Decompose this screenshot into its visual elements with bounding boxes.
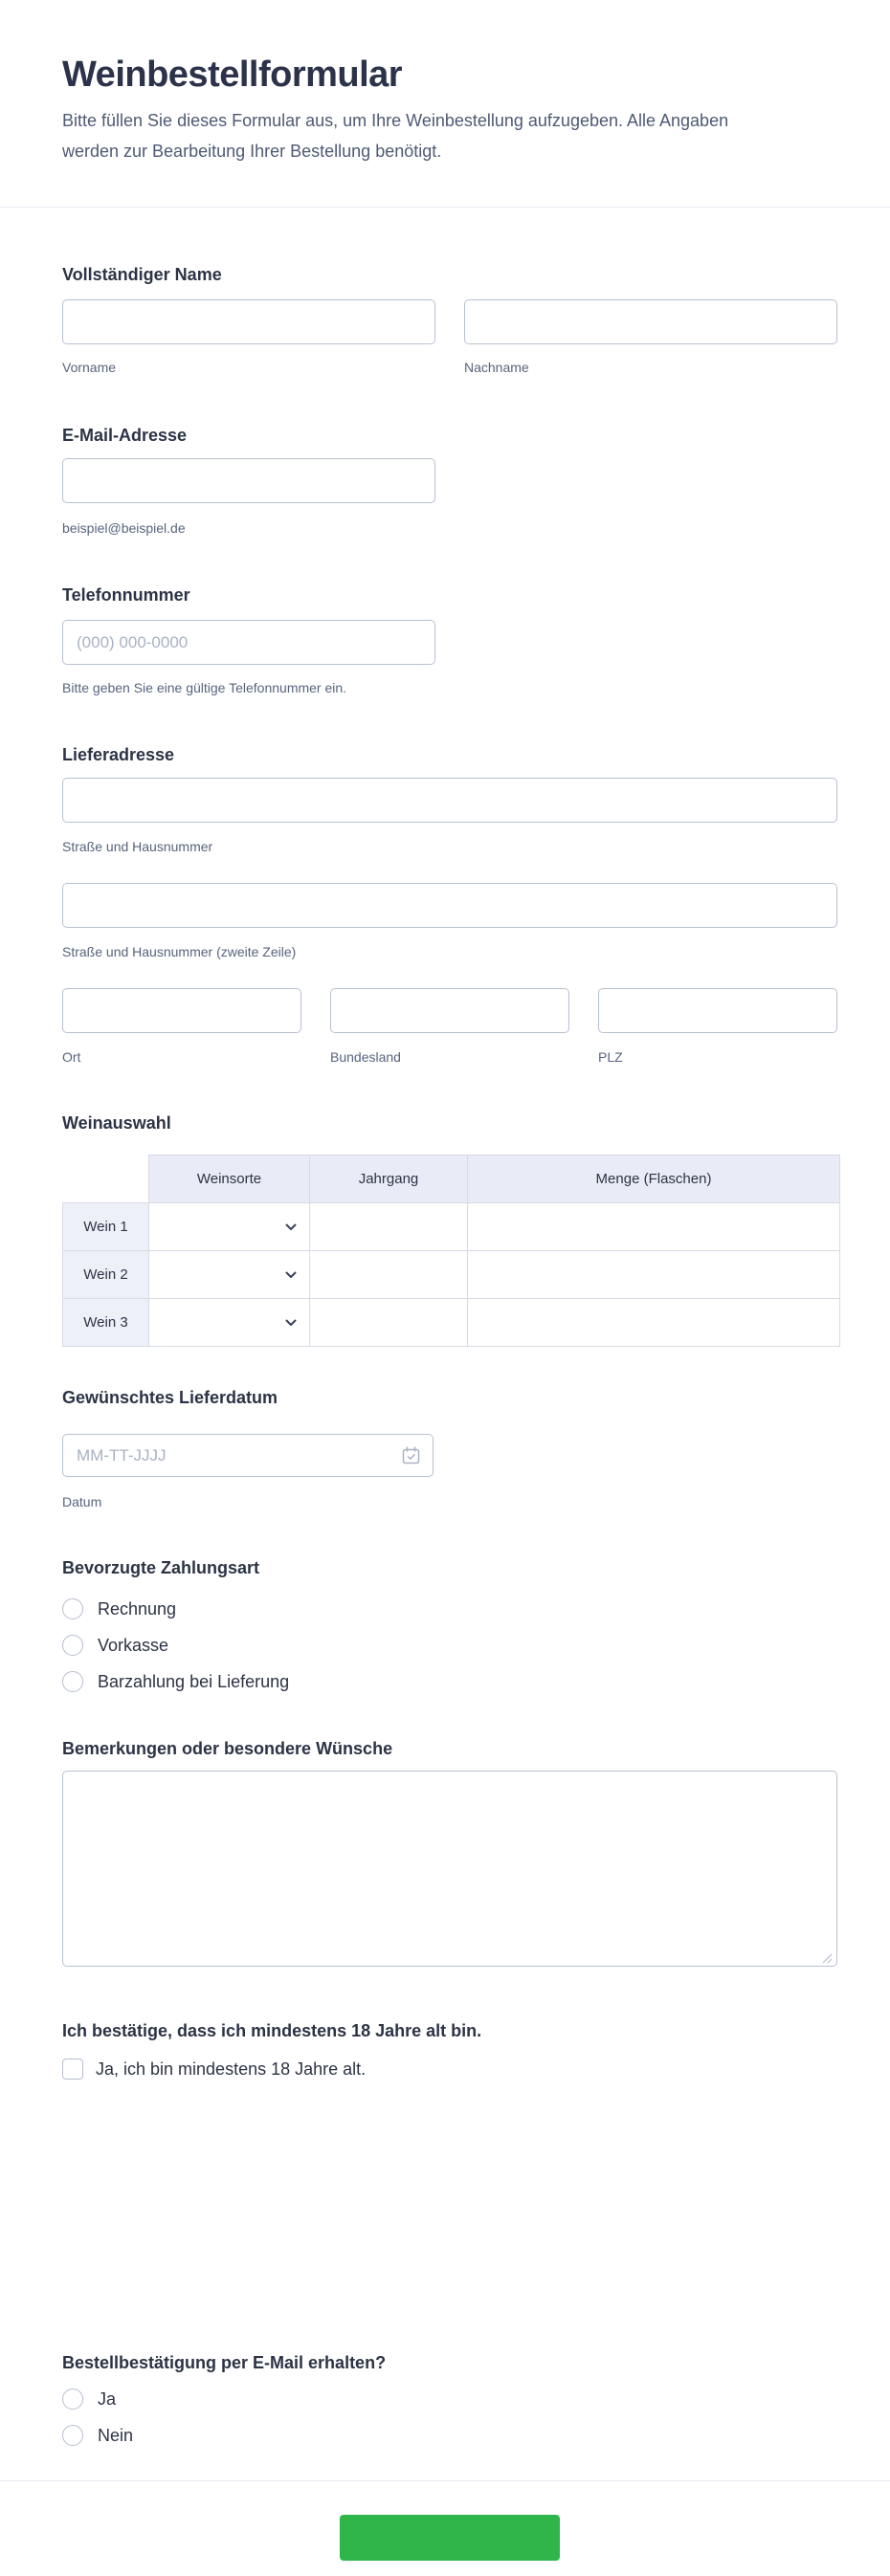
question-full-name — [62, 263, 837, 376]
zip-input[interactable] — [598, 988, 837, 1033]
street2-input[interactable] — [62, 883, 837, 928]
wein-3-weinsorte-select[interactable] — [149, 1299, 310, 1347]
date-field — [62, 1434, 434, 1477]
table-row — [63, 1299, 840, 1347]
column-header-menge: Menge (Flaschen) — [468, 1156, 840, 1203]
question-phone — [62, 583, 837, 696]
radio-option-rechnung[interactable] — [62, 1598, 837, 1619]
column-header-jahrgang: Jahrgang — [310, 1156, 468, 1203]
resize-handle-icon[interactable] — [822, 1951, 833, 1962]
checkbox-label[interactable]: Ja, ich bin mindestens 18 Jahre alt. — [96, 2059, 367, 2079]
checkbox[interactable] — [62, 2059, 83, 2080]
full-name-label: Vollständiger Name — [62, 265, 222, 284]
city-sublabel: Ort — [62, 1049, 81, 1065]
page-title: Weinbestellformular — [62, 55, 403, 95]
question-order-confirmation — [62, 2351, 837, 2446]
state-col — [330, 988, 569, 1066]
row-header-wein-3: Wein 3 — [63, 1299, 149, 1347]
column-header-weinsorte: Weinsorte — [149, 1156, 310, 1203]
wein-1-menge-input[interactable] — [468, 1203, 840, 1251]
order-confirmation-label: Bestellbestätigung per E-Mail erhalten? — [62, 2353, 387, 2372]
calendar-icon[interactable] — [401, 1445, 421, 1465]
wein-2-weinsorte-select[interactable] — [149, 1251, 310, 1299]
radio-label[interactable]: Ja — [98, 2389, 117, 2409]
radio-label[interactable]: Vorkasse — [98, 1636, 169, 1655]
submit-button[interactable] — [340, 2515, 560, 2561]
chevron-down-icon — [284, 1221, 298, 1234]
state-input[interactable] — [330, 988, 569, 1033]
first-name-col — [62, 299, 435, 376]
wein-1-jahrgang-input[interactable] — [310, 1203, 468, 1251]
zip-sublabel: PLZ — [598, 1049, 623, 1065]
radio-label[interactable]: Rechnung — [98, 1599, 177, 1618]
date-input[interactable] — [62, 1434, 434, 1477]
header-divider — [0, 207, 890, 208]
radio-option-barzahlung[interactable] — [62, 1671, 837, 1692]
wine-order-form — [0, 55, 890, 2561]
remarks-textarea[interactable] — [62, 1771, 837, 1967]
street-sublabel: Straße und Hausnummer — [62, 839, 213, 854]
email-label: E-Mail-Adresse — [62, 426, 188, 445]
question-delivery-date — [62, 1386, 837, 1510]
payment-method-label: Bevorzugte Zahlungsart — [62, 1558, 260, 1577]
city-state-zip-row — [62, 988, 837, 1066]
radio-label[interactable]: Nein — [98, 2426, 134, 2445]
last-name-col — [464, 299, 837, 376]
last-name-input[interactable] — [464, 299, 837, 344]
question-address — [62, 743, 837, 1066]
wine-selection-table — [62, 1155, 840, 1347]
full-name-row — [62, 299, 837, 376]
street2-sublabel: Straße und Hausnummer (zweite Zeile) — [62, 944, 297, 959]
phone-input[interactable] — [62, 620, 435, 665]
wein-3-jahrgang-input[interactable] — [310, 1299, 468, 1347]
wein-1-weinsorte-select[interactable] — [149, 1203, 310, 1251]
wine-selection-label: Weinauswahl — [62, 1113, 171, 1133]
chevron-down-icon — [284, 1268, 298, 1282]
radio-button[interactable] — [62, 2389, 83, 2410]
radio-option-vorkasse[interactable] — [62, 1635, 837, 1656]
row-header-wein-2: Wein 2 — [63, 1251, 149, 1299]
wein-3-menge-input[interactable] — [468, 1299, 840, 1347]
radio-option-ja[interactable] — [62, 2389, 837, 2410]
first-name-input[interactable] — [62, 299, 435, 344]
page-subtitle: Bitte füllen Sie dieses Formular aus, um Ihre Weinbestellung aufzugeben. Alle Angaben werden zur Bearbeitung Ihrer Bestellung benötigt. — [62, 111, 729, 161]
state-sublabel: Bundesland — [330, 1049, 401, 1065]
chevron-down-icon — [284, 1316, 298, 1330]
radio-button[interactable] — [62, 1598, 83, 1619]
radio-button[interactable] — [62, 1635, 83, 1656]
wein-2-menge-input[interactable] — [468, 1251, 840, 1299]
checkbox-option-age[interactable] — [62, 2059, 837, 2080]
age-confirmation-label: Ich bestätige, dass ich mindestens 18 Jahre alt bin. — [62, 2021, 482, 2040]
radio-label[interactable]: Barzahlung bei Lieferung — [98, 1672, 290, 1691]
last-name-sublabel: Nachname — [464, 360, 529, 375]
delivery-date-label: Gewünschtes Lieferdatum — [62, 1388, 278, 1407]
radio-button[interactable] — [62, 2425, 83, 2446]
street-input[interactable] — [62, 778, 837, 823]
email-sublabel: beispiel@beispiel.de — [62, 520, 186, 536]
question-payment-method — [62, 1556, 837, 1692]
table-corner-cell — [63, 1156, 149, 1203]
wein-2-jahrgang-input[interactable] — [310, 1251, 468, 1299]
email-input[interactable] — [62, 458, 435, 503]
city-col — [62, 988, 301, 1066]
table-header-row — [63, 1156, 840, 1203]
address-label: Lieferadresse — [62, 745, 175, 764]
table-row — [63, 1251, 840, 1299]
footer-divider — [0, 2480, 890, 2481]
question-wine-selection — [62, 1112, 837, 1347]
table-row — [63, 1203, 840, 1251]
row-header-wein-1: Wein 1 — [63, 1203, 149, 1251]
question-email — [62, 424, 837, 537]
city-input[interactable] — [62, 988, 301, 1033]
date-sublabel: Datum — [62, 1494, 102, 1509]
phone-label: Telefonnummer — [62, 585, 190, 605]
question-remarks — [62, 1737, 837, 1967]
remarks-field — [62, 1771, 837, 1967]
zip-col — [598, 988, 837, 1066]
radio-button[interactable] — [62, 1671, 83, 1692]
phone-sublabel: Bitte geben Sie eine gültige Telefonnummer ein. — [62, 680, 347, 695]
first-name-sublabel: Vorname — [62, 360, 117, 375]
question-age-confirmation — [62, 2019, 837, 2080]
radio-option-nein[interactable] — [62, 2425, 837, 2446]
remarks-label: Bemerkungen oder besondere Wünsche — [62, 1739, 393, 1758]
